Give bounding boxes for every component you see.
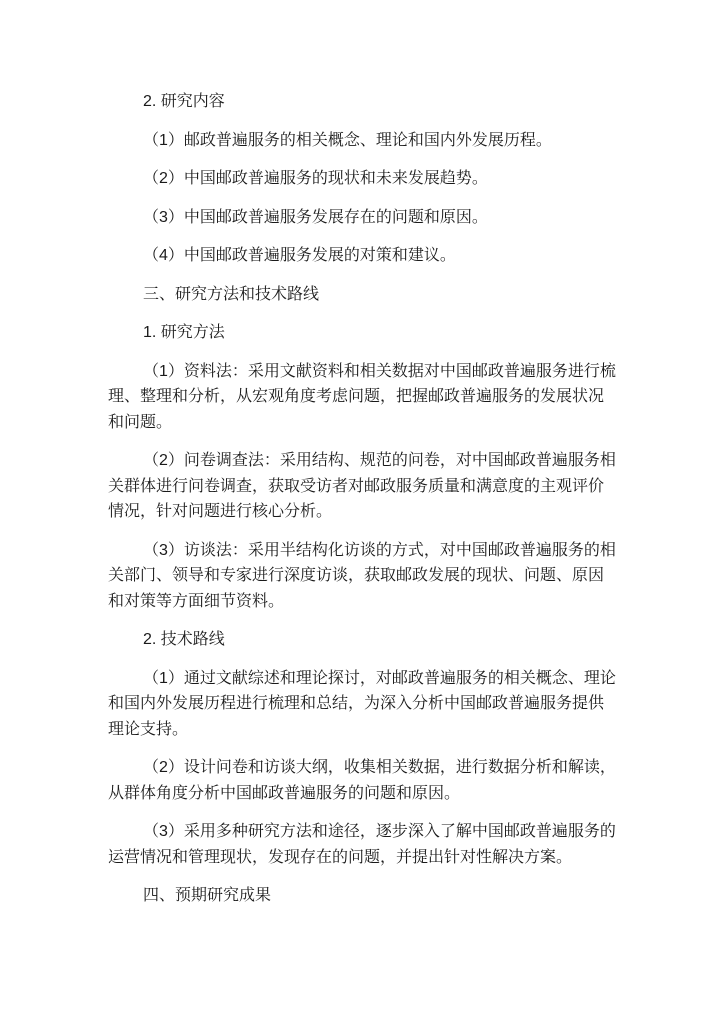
text-line: 运营情况和管理现状，发现存在的问题，并提出针对性解决方案。	[108, 848, 573, 866]
text-line: 四、预期研究成果	[143, 887, 272, 904]
section-heading	[108, 282, 612, 308]
text-line: 2. 技术路线	[143, 631, 225, 648]
section-heading	[108, 883, 612, 909]
text-line: （1）邮政普遍服务的相关概念、理论和国内外发展历程。	[143, 131, 552, 149]
text-line: （3）中国邮政普遍服务发展存在的问题和原因。	[143, 208, 488, 226]
section-heading	[108, 627, 612, 653]
text-line: 三、研究方法和技术路线	[143, 285, 320, 303]
text-line: 理、整理和分析，从宏观角度考虑问题，把握邮政普遍服务的发展状况	[108, 388, 605, 405]
text-line: （2）设计问卷和访谈大纲，收集相关数据，进行数据分析和解读，	[143, 759, 616, 776]
text-line: 理论支持。	[108, 720, 189, 738]
list-item	[108, 205, 612, 231]
text-line: 和国内外发展历程进行梳理和总结，为深入分析中国邮政普遍服务提供	[108, 695, 605, 712]
paragraph	[108, 359, 616, 436]
text-line: 从群体角度分析中国邮政普遍服务的问题和原因。	[108, 784, 461, 802]
text-line: （3）采用多种研究方法和途径，逐步深入了解中国邮政普遍服务的	[143, 823, 616, 840]
paragraph	[108, 448, 616, 525]
list-item	[108, 243, 612, 269]
section-heading	[108, 89, 612, 115]
text-line: （2）问卷调查法：采用结构、规范的问卷，对中国邮政普遍服务相	[143, 452, 616, 469]
text-line: （1）资料法：采用文献资料和相关数据对中国邮政普遍服务进行梳	[143, 362, 616, 380]
text-line: 情况，针对问题进行核心分析。	[108, 503, 333, 520]
text-line: 1. 研究方法	[143, 324, 225, 341]
text-line: （1）通过文献综述和理论探讨，对邮政普遍服务的相关概念、理论	[143, 669, 616, 687]
section-heading	[108, 320, 612, 346]
text-line: 关部门、领导和专家进行深度访谈，获取邮政发展的现状、问题、原因	[108, 567, 605, 584]
paragraph	[108, 538, 616, 615]
paragraph	[108, 819, 616, 870]
text-line: （3）访谈法：采用半结构化访谈的方式，对中国邮政普遍服务的相	[143, 541, 616, 559]
list-item	[108, 166, 612, 192]
paragraph	[108, 666, 616, 743]
text-line: （4）中国邮政普遍服务发展的对策和建议。	[143, 247, 456, 264]
document-page	[108, 89, 616, 922]
text-line: 和问题。	[108, 413, 173, 431]
text-line: （2）中国邮政普遍服务的现状和未来发展趋势。	[143, 170, 488, 187]
paragraph	[108, 755, 616, 806]
list-item	[108, 128, 612, 154]
text-line: 和对策等方面细节资料。	[108, 592, 285, 610]
text-line: 2. 研究内容	[143, 93, 225, 110]
text-line: 关群体进行问卷调查，获取受访者对邮政服务质量和满意度的主观评价	[108, 477, 605, 495]
